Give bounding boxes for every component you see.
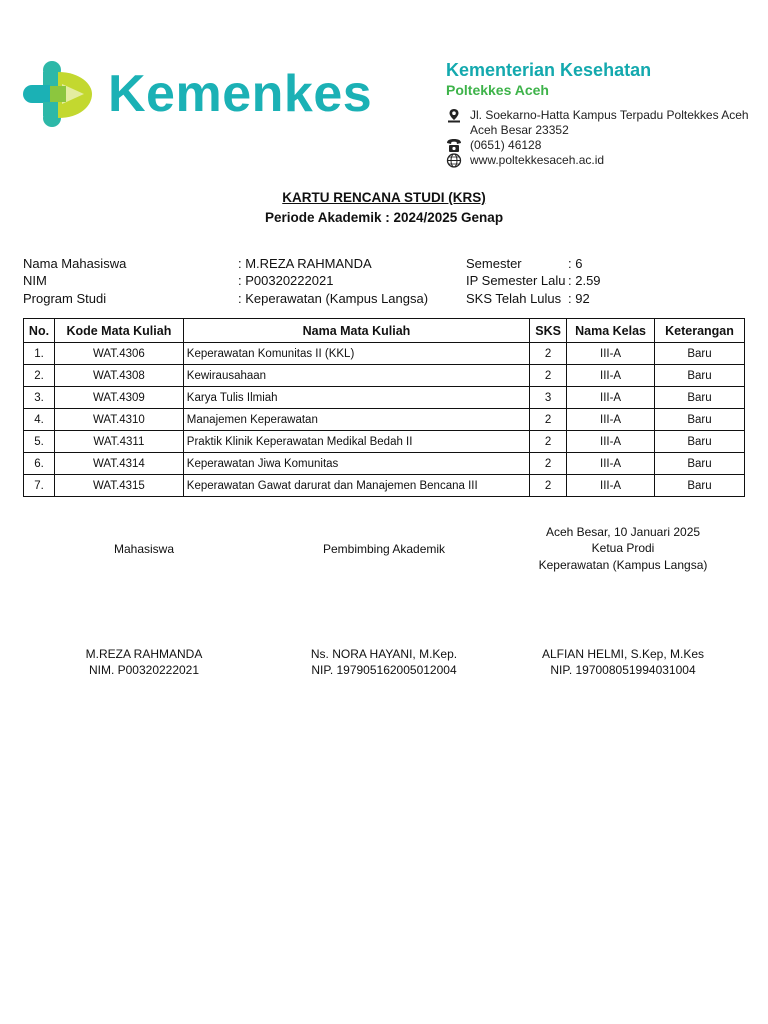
label-sks-passed: SKS Telah Lulus	[466, 291, 562, 306]
cell-code: WAT.4308	[54, 365, 183, 387]
cell-no: 3.	[24, 387, 55, 409]
label-program: Program Studi	[23, 291, 107, 306]
value-semester: : 6	[568, 256, 583, 271]
header-class: Nama Kelas	[567, 319, 655, 343]
document-title: KARTU RENCANA STUDI (KRS)	[282, 190, 486, 205]
cell-code: WAT.4311	[54, 431, 183, 453]
head-signature-name: ALFIAN HELMI, S.Kep, M.Kes	[541, 647, 705, 661]
header-sks: SKS	[530, 319, 567, 343]
cell-course: Praktik Klinik Keperawatan Medikal Bedah II	[183, 431, 529, 453]
cell-code: WAT.4315	[54, 475, 183, 497]
label-semester: Semester	[466, 256, 522, 271]
cell-sks: 3	[530, 387, 567, 409]
cell-class: III-A	[567, 343, 655, 365]
website-link[interactable]: www.poltekkesaceh.ac.id	[470, 153, 605, 167]
cell-note: Baru	[655, 343, 745, 365]
cell-course: Manajemen Keperawatan	[183, 409, 529, 431]
cell-note: Baru	[655, 431, 745, 453]
cell-no: 1.	[24, 343, 55, 365]
cell-sks: 2	[530, 431, 567, 453]
cell-class: III-A	[567, 475, 655, 497]
value-student-name: : M.REZA RAHMANDA	[238, 256, 372, 271]
label-student-name: Nama Mahasiswa	[23, 256, 127, 271]
value-program: : Keperawatan (Kampus Langsa)	[238, 291, 429, 306]
label-nim: NIM	[23, 273, 47, 288]
location-icon	[446, 108, 462, 123]
head-role-line-1: Ketua Prodi	[591, 541, 655, 555]
header-no: No.	[24, 319, 55, 343]
address-line-2: Aceh Besar 23352	[470, 123, 569, 137]
advisor-signature-name: Ns. NORA HAYANI, M.Kep.	[310, 647, 458, 661]
cell-sks: 2	[530, 475, 567, 497]
table-row	[24, 475, 745, 497]
table-row	[24, 343, 745, 365]
student-signature-id: NIM. P00320222021	[88, 663, 200, 677]
logo-wordmark: Kemenkes	[108, 65, 373, 123]
cell-class: III-A	[567, 431, 655, 453]
cell-course: Keperawatan Komunitas II (KKL)	[183, 343, 529, 365]
table-row	[24, 431, 745, 453]
academic-period: Periode Akademik : 2024/2025 Genap	[264, 210, 504, 225]
phone-icon	[446, 138, 462, 153]
cell-no: 5.	[24, 431, 55, 453]
globe-icon	[446, 153, 462, 168]
header-note: Keterangan	[655, 319, 745, 343]
institution-name: Kementerian Kesehatan	[446, 60, 652, 80]
cell-code: WAT.4306	[54, 343, 183, 365]
cell-course: Kewirausahaan	[183, 365, 529, 387]
head-signature-id: NIP. 197008051994031004	[550, 663, 696, 677]
cell-note: Baru	[655, 453, 745, 475]
cell-note: Baru	[655, 387, 745, 409]
cell-note: Baru	[655, 365, 745, 387]
advisor-role: Pembimbing Akademik	[322, 542, 446, 556]
value-nim: : P00320222021	[238, 273, 334, 288]
cell-sks: 2	[530, 365, 567, 387]
cell-class: III-A	[567, 409, 655, 431]
student-role: Mahasiswa	[113, 542, 175, 556]
place-date: Aceh Besar, 10 Januari 2025	[545, 525, 701, 539]
cell-sks: 2	[530, 453, 567, 475]
course-table	[23, 318, 745, 497]
advisor-signature-id: NIP. 197905162005012004	[311, 663, 457, 677]
head-role-line-2: Keperawatan (Kampus Langsa)	[538, 558, 708, 572]
cell-no: 4.	[24, 409, 55, 431]
cell-note: Baru	[655, 409, 745, 431]
cell-class: III-A	[567, 387, 655, 409]
phone-number: (0651) 46128	[470, 138, 542, 152]
cell-class: III-A	[567, 365, 655, 387]
header-course-code: Kode Mata Kuliah	[54, 319, 183, 343]
address-line-1: Jl. Soekarno-Hatta Kampus Terpadu Poltekkes Aceh	[470, 108, 749, 122]
cell-no: 6.	[24, 453, 55, 475]
label-ip: IP Semester Lalu	[466, 273, 566, 288]
cell-code: WAT.4314	[54, 453, 183, 475]
table-row	[24, 365, 745, 387]
value-sks-passed: : 92	[568, 291, 590, 306]
table-row	[24, 409, 745, 431]
cell-sks: 2	[530, 343, 567, 365]
cell-code: WAT.4309	[54, 387, 183, 409]
cell-class: III-A	[567, 453, 655, 475]
cell-sks: 2	[530, 409, 567, 431]
cell-course: Keperawatan Gawat darurat dan Manajemen Bencana III	[183, 475, 529, 497]
cell-course: Keperawatan Jiwa Komunitas	[183, 453, 529, 475]
cell-no: 7.	[24, 475, 55, 497]
kemenkes-logo-icon	[22, 58, 94, 130]
cell-course: Karya Tulis Ilmiah	[183, 387, 529, 409]
value-ip: : 2.59	[568, 273, 601, 288]
table-header-row	[24, 319, 745, 343]
cell-no: 2.	[24, 365, 55, 387]
cell-note: Baru	[655, 475, 745, 497]
institution-sub: Poltekkes Aceh	[446, 82, 549, 98]
table-row	[24, 453, 745, 475]
cell-code: WAT.4310	[54, 409, 183, 431]
table-row	[24, 387, 745, 409]
student-signature-name: M.REZA RAHMANDA	[85, 647, 203, 661]
header-course-name: Nama Mata Kuliah	[183, 319, 529, 343]
